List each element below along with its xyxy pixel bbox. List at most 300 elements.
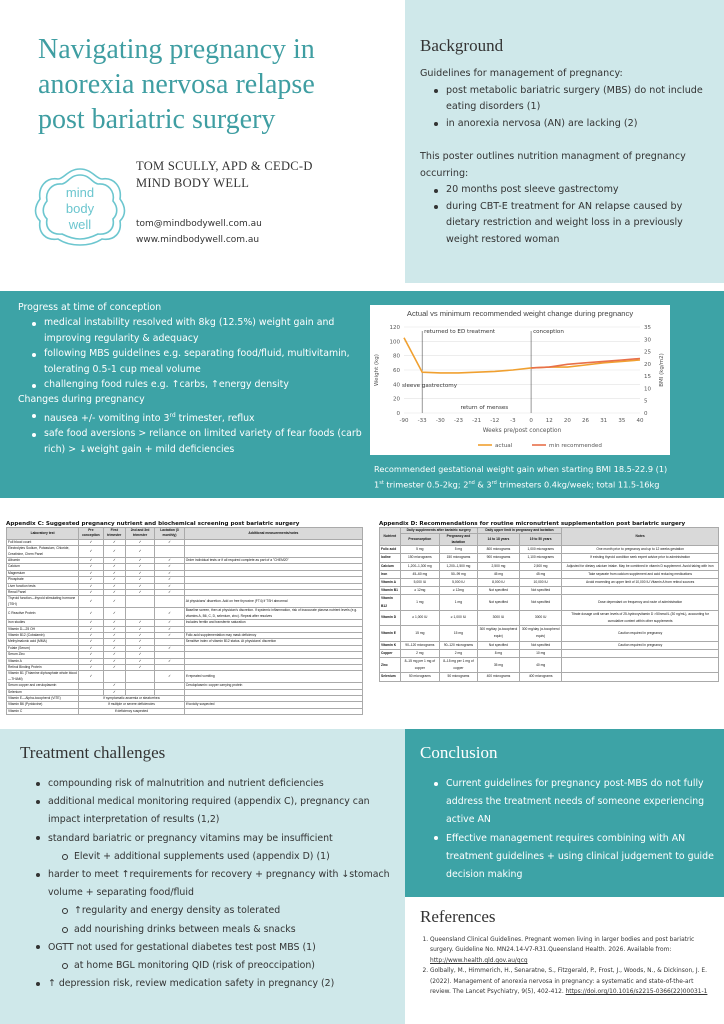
table-cell: 2 mg bbox=[400, 649, 439, 657]
table-cell: Avoid exceeding an upper limit of 10,000 IU Vitamin A from retinol sources bbox=[562, 579, 719, 587]
table-cell: ✓ bbox=[155, 658, 184, 664]
series-line-1 bbox=[531, 359, 640, 368]
table-cell: Iodine bbox=[380, 554, 401, 562]
y-axis-label: Weight (kg) bbox=[374, 354, 380, 386]
table-cell: ✓ bbox=[103, 539, 125, 545]
table-cell: 90–120 micrograms bbox=[440, 641, 478, 649]
table-cell: Full blood count bbox=[7, 539, 79, 545]
table-cell: 300 mg/day (α-tocopherol equiv) bbox=[477, 626, 519, 641]
table-cell bbox=[562, 649, 719, 657]
table-cell bbox=[562, 587, 719, 595]
y2-tick-label: 30 bbox=[644, 337, 651, 344]
treatment-bullet: OGTT not used for gestational diabetes test post MBS (1) at home BGL monitoring QID (risk of preoccipation) bbox=[36, 939, 402, 975]
table-cell: 800 micrograms bbox=[477, 546, 519, 554]
x-tick-label: 31 bbox=[600, 418, 608, 424]
table-cell: ✓ bbox=[125, 620, 154, 626]
x-tick-label: -30 bbox=[435, 418, 445, 424]
logo-word-well: well bbox=[68, 217, 92, 232]
table-cell: ✓ bbox=[79, 632, 104, 638]
table-cell: ✓ bbox=[79, 671, 104, 683]
table-cell: ✓ bbox=[155, 632, 184, 638]
references-body bbox=[420, 935, 712, 997]
y-tick-label: 20 bbox=[393, 396, 400, 403]
table-cell: ≥ 1,000 IU bbox=[440, 610, 478, 625]
table-cell: Calcium bbox=[380, 562, 401, 570]
table-cell: 40 mg bbox=[520, 658, 562, 673]
table-cell: Includes ferritin and transferrin saturation bbox=[184, 620, 362, 626]
table-cell: 8,000 IU bbox=[477, 579, 519, 587]
table-cell: ✓ bbox=[155, 570, 184, 576]
table-cell: ✓ bbox=[155, 608, 184, 620]
table-cell: Vitamin E bbox=[380, 626, 401, 641]
table-cell bbox=[125, 596, 154, 608]
table-cell: 50–99 mg bbox=[440, 570, 478, 578]
x-tick-label: 26 bbox=[582, 418, 590, 424]
column-header: Daily upper limit in pregnancy and lactation bbox=[477, 528, 561, 534]
table-cell: 5 mg bbox=[400, 546, 439, 554]
table-cell: Iron studies bbox=[7, 620, 79, 626]
weight-chart-svg bbox=[370, 305, 670, 455]
table-cell: ✓ bbox=[125, 639, 154, 645]
conclusion-heading: Conclusion bbox=[420, 743, 498, 762]
table-cell: ✓ bbox=[103, 546, 125, 558]
table-cell bbox=[184, 708, 362, 714]
table-cell: Not specified bbox=[520, 587, 562, 595]
table-cell bbox=[125, 671, 154, 683]
table-cell: Methylmalonic acid (MMA) bbox=[7, 639, 79, 645]
table-cell: Retinol Binding Protein bbox=[7, 664, 79, 670]
column-header: Daily supplements after bariatric surgery bbox=[400, 528, 477, 534]
table-cell: ✓ bbox=[103, 689, 125, 695]
table-cell: ✓ bbox=[79, 590, 104, 596]
table-cell: Not specified bbox=[477, 587, 519, 595]
table-cell: Vitamin A bbox=[380, 579, 401, 587]
table-cell: 50 micrograms bbox=[400, 673, 439, 681]
appendix-d bbox=[379, 521, 719, 682]
y-tick-label: 100 bbox=[389, 339, 400, 346]
table-cell: 5 mg bbox=[440, 546, 478, 554]
logo-word-mind: mind bbox=[65, 185, 95, 200]
table-cell: ✓ bbox=[103, 570, 125, 576]
logo-word-body: body bbox=[65, 201, 95, 216]
background-bullet: post metabolic bariatric surgery (MBS) do not include eating disorders (1) bbox=[434, 83, 715, 116]
weight-chart bbox=[370, 305, 670, 455]
table-cell: Vitamin E—Alpha-tocopherol (VITE) bbox=[7, 695, 79, 701]
progress-section bbox=[18, 300, 363, 457]
table-row bbox=[380, 562, 719, 570]
reference-item: 1. Queensland Clinical Guidelines. Pregnant women living in larger bodies and post bariatric surgery. Guideline No. MN24.14-V7-R31.Queensland Health. 2026. Available from: http://www.health.qld.gov.au/qcg bbox=[430, 935, 712, 966]
table-cell: ✓ bbox=[125, 558, 154, 564]
chart-title: Actual vs minimum recommended weight change during pregnancy bbox=[406, 309, 634, 318]
x-tick-label: 35 bbox=[618, 418, 626, 424]
column-subheader: Preconception bbox=[400, 534, 439, 546]
table-cell: 45 mg bbox=[520, 570, 562, 578]
table-cell: Not specified bbox=[477, 641, 519, 649]
table-row bbox=[7, 671, 363, 683]
table-cell: 8–15 mg per 1 mg of copper bbox=[440, 658, 478, 673]
series-line-0 bbox=[404, 338, 640, 373]
table-cell: ✓ bbox=[125, 652, 154, 658]
table-cell: Not specified bbox=[520, 595, 562, 610]
table-cell: 5,000 IU bbox=[400, 579, 439, 587]
author-block bbox=[136, 158, 313, 192]
progress-bullet: following MBS guidelines e.g. separating food/fluid, multivitamin, tolerating 0.5-1 cup meal volume bbox=[32, 346, 363, 377]
conclusion-body bbox=[420, 775, 715, 884]
table-header-row bbox=[380, 528, 719, 534]
table-cell: ✓ bbox=[103, 577, 125, 583]
table-cell: ✓ bbox=[155, 671, 184, 683]
table-cell: 3000 IU bbox=[520, 610, 562, 625]
table-cell: ✓ bbox=[79, 583, 104, 589]
reference-link[interactable]: http://www.health.qld.gov.au/qcg bbox=[430, 957, 528, 964]
table-cell bbox=[562, 673, 719, 681]
table-cell: Vitamin A bbox=[7, 658, 79, 664]
table-cell: Vitamin B12 (Cobalamin) bbox=[7, 632, 79, 638]
appendix-c bbox=[6, 521, 363, 715]
table-cell: Vitamin D—25 OH bbox=[7, 626, 79, 632]
gw-line2: 1st trimester 0.5-2kg; 2nd & 3rd trimesters 0.4kg/week; total 11.5-16kg bbox=[374, 479, 660, 490]
table-cell: Dose dependant on frequency and route of administration bbox=[562, 595, 719, 610]
table-cell: ✓ bbox=[125, 583, 154, 589]
x-axis-label: Weeks pre/post conception bbox=[482, 428, 562, 434]
treatment-subbullet: ↑regularity and energy density as tolerated bbox=[62, 902, 402, 920]
column-subheader: 19 to 50 years bbox=[520, 534, 562, 546]
table-cell: ✓ bbox=[125, 645, 154, 651]
table-cell bbox=[184, 546, 362, 558]
table-cell: Magnesium bbox=[7, 570, 79, 576]
table-cell: ✓ bbox=[125, 590, 154, 596]
y2-tick-label: 25 bbox=[644, 349, 651, 356]
conclusion-bullet: Current guidelines for pregnancy post-MBS do not fully address the treatment needs of someone experiencing active AN bbox=[434, 775, 715, 830]
table-cell: 400 micrograms bbox=[477, 673, 519, 681]
table-cell: Order individual tests or if all required complete as part of a "CHEM20" bbox=[184, 558, 362, 564]
email-link[interactable]: tom@mindbodywell.com.au bbox=[136, 219, 262, 229]
treatment-bullet: harder to meet ↑requirements for recovery + pregnancy with ↓stomach volume + separating food/fluid ↑regularity and energy density as tolerated add nourishing drinks between meals & snacks bbox=[36, 866, 402, 939]
table-cell: 150 micrograms bbox=[440, 554, 478, 562]
y2-tick-label: 15 bbox=[644, 374, 651, 381]
table-cell: Liver function tests bbox=[7, 583, 79, 589]
table-cell: 2 mg bbox=[440, 649, 478, 657]
background-body bbox=[420, 66, 715, 248]
table-cell: Iron bbox=[380, 570, 401, 578]
table-cell: 45–60 mg bbox=[400, 570, 439, 578]
y2-tick-label: 35 bbox=[644, 325, 651, 331]
table-cell: If multiple or severe deficiencies bbox=[79, 702, 185, 708]
x-tick-label: 0 bbox=[529, 418, 533, 424]
table-cell: Vitamin B6 (Pyridoxine) bbox=[7, 702, 79, 708]
legend-label: min recommended bbox=[549, 443, 602, 449]
poster-title: Navigating pregnancy in anorexia nervosa relapse post bariatric surgery bbox=[38, 34, 315, 135]
column-header: Lactation (3 monthly) bbox=[155, 528, 184, 540]
treatment-body bbox=[22, 775, 402, 993]
table-cell: ✓ bbox=[155, 620, 184, 626]
table-cell: ✓ bbox=[155, 539, 184, 545]
treatment-bullet: ↑ depression risk, review medication safety in pregnancy (2) bbox=[36, 975, 402, 993]
table-cell: Sensitive index of vitamin B12 status. At physicians' discretion bbox=[184, 639, 362, 645]
y-tick-label: 40 bbox=[393, 382, 400, 389]
column-header: Pre conception bbox=[79, 528, 104, 540]
table-cell: 300 mg/day (α-tocopherol equiv) bbox=[520, 626, 562, 641]
table-cell: ✓ bbox=[79, 620, 104, 626]
table-cell: 10 mg bbox=[520, 649, 562, 657]
table-cell bbox=[155, 546, 184, 558]
x-tick-label: 20 bbox=[563, 418, 571, 424]
table-cell: 2,500 mg bbox=[520, 562, 562, 570]
table-cell: ✓ bbox=[125, 564, 154, 570]
table-cell: ✓ bbox=[103, 652, 125, 658]
table-cell: Vitamin B12 bbox=[380, 595, 401, 610]
column-header: Laboratory test bbox=[7, 528, 79, 540]
gestational-gain-text bbox=[374, 463, 667, 492]
table-cell: Folate (Serum) bbox=[7, 645, 79, 651]
table-cell: ✓ bbox=[103, 626, 125, 632]
outline-bullet: during CBT-E treatment for AN relapse caused by dietary restriction and weight loss in a previously weight restored woman bbox=[434, 199, 715, 249]
table-cell: At physicians' discretion. Add on free thyroxine (FT4) if TSH abnormal bbox=[184, 596, 362, 608]
annotation-label: sleeve gastrectomy bbox=[402, 383, 458, 389]
table-cell: Phosphate bbox=[7, 577, 79, 583]
website-link[interactable]: www.mindbodywell.com.au bbox=[136, 235, 260, 245]
table-cell: Vitamin B1 bbox=[380, 587, 401, 595]
table-row bbox=[380, 570, 719, 578]
table-cell: 15 mg bbox=[440, 626, 478, 641]
table-cell: ✓ bbox=[103, 683, 125, 689]
column-header: Additional measurements/notes bbox=[184, 528, 362, 540]
x-tick-label: -33 bbox=[417, 418, 427, 424]
table-cell: 3000 IU bbox=[477, 610, 519, 625]
y2-tick-label: 5 bbox=[644, 398, 648, 405]
table-cell: 1 mg bbox=[400, 595, 439, 610]
table-cell: Baseline screen, then at physician's discretion. If systemic inflammation, risk of inaccurate plasma nutrient levels (e.g. vitamins A, B6, C, D, selenium, zinc). Repeat after resolves bbox=[184, 608, 362, 620]
table-cell: 1,200–1,300 mg bbox=[400, 562, 439, 570]
table-cell: 50 micrograms bbox=[440, 673, 478, 681]
conclusion-bullet: Effective management requires combining with AN treatment guidelines + using clinical judgement to guide decision making bbox=[434, 830, 715, 885]
table-cell: ✓ bbox=[79, 626, 104, 632]
table-cell: ✓ bbox=[103, 583, 125, 589]
table-cell: Vitamin B1 (Thiamine diphosphate whole blood—THIAM) bbox=[8, 671, 77, 681]
legend-label: actual bbox=[495, 443, 513, 449]
column-subheader: Pregnancy and lactation bbox=[440, 534, 478, 546]
background-heading: Background bbox=[420, 36, 504, 55]
x-tick-label: 12 bbox=[545, 418, 553, 424]
column-header: Notes bbox=[562, 528, 719, 546]
x-tick-label: -90 bbox=[399, 418, 409, 424]
table-cell: ✓ bbox=[79, 558, 104, 564]
table-cell: ✓ bbox=[125, 626, 154, 632]
x-tick-label: -3 bbox=[510, 418, 516, 424]
table-cell: ✓ bbox=[125, 577, 154, 583]
table-cell: ✓ bbox=[103, 596, 125, 608]
y-tick-label: 120 bbox=[389, 325, 400, 331]
table-cell: ✓ bbox=[79, 639, 104, 645]
table-cell: ✓ bbox=[79, 570, 104, 576]
table-cell: Copper bbox=[380, 649, 401, 657]
treatment-bullet: standard bariatric or pregnancy vitamins may be insufficient Elevit + additional supplements used (appendix D) (1) bbox=[36, 830, 402, 866]
table-cell: Zinc bbox=[380, 658, 401, 673]
table-cell: ✓ bbox=[125, 664, 154, 670]
table-row bbox=[380, 658, 719, 673]
org-line: MIND BODY WELL bbox=[136, 176, 250, 190]
table-cell: ✓ bbox=[103, 608, 125, 620]
x-tick-label: -12 bbox=[490, 418, 500, 424]
table-cell: ✓ bbox=[79, 658, 104, 664]
table-cell: ≥ 1,000 IU bbox=[400, 610, 439, 625]
y-tick-label: 0 bbox=[396, 411, 400, 417]
table-row bbox=[380, 595, 719, 610]
treatment-subbullet: at home BGL monitoring QID (risk of preoccipation) bbox=[62, 957, 402, 975]
table-cell: ✓ bbox=[79, 539, 104, 545]
table-cell: 90–120 micrograms bbox=[400, 641, 439, 649]
table-cell: Take separate from calcium supplement and acid reducing medications bbox=[562, 570, 719, 578]
table-cell: ✓ bbox=[125, 658, 154, 664]
progress-heading: Progress at time of conception bbox=[18, 302, 162, 313]
column-subheader: 14 to 18 years bbox=[477, 534, 519, 546]
treatment-bullet: additional medical monitoring required (appendix C), pregnancy can impact interpretation of results (1,2) bbox=[36, 793, 402, 829]
table-cell: ✓ bbox=[79, 645, 104, 651]
x-tick-label: -21 bbox=[472, 418, 482, 424]
table-cell: ✓ bbox=[155, 626, 184, 632]
table-cell: ✓ bbox=[79, 596, 104, 608]
changes-heading: Changes during pregnancy bbox=[18, 394, 145, 406]
table-cell: ✓ bbox=[125, 539, 154, 545]
table-cell: ✓ bbox=[103, 639, 125, 645]
mind-body-well-logo bbox=[30, 165, 130, 247]
table-cell: ✓ bbox=[125, 632, 154, 638]
table-cell: ≥ 12mg bbox=[440, 587, 478, 595]
table-cell: ✓ bbox=[155, 564, 184, 570]
appendix-c-table bbox=[6, 527, 363, 715]
x-tick-label: -23 bbox=[453, 418, 463, 424]
table-cell: One month prior to pregnancy and up to 12 weeks gestation bbox=[562, 546, 719, 554]
table-cell: ✓ bbox=[103, 558, 125, 564]
table-row bbox=[380, 610, 719, 625]
background-outline: This poster outlines nutrition managment of pregnancy occurring: bbox=[420, 151, 686, 179]
table-cell: ✓ bbox=[155, 577, 184, 583]
table-cell: Albumin bbox=[7, 558, 79, 564]
table-cell: Renal Panel bbox=[7, 590, 79, 596]
changes-bullet: nausea +/- vomiting into 3rd trimester, reflux bbox=[32, 408, 363, 427]
table-cell: 150 micrograms bbox=[400, 554, 439, 562]
background-intro: Guidelines for management of pregnancy: bbox=[420, 68, 623, 79]
table-cell: 400 micrograms bbox=[520, 673, 562, 681]
table-cell: ✓ bbox=[155, 583, 184, 589]
table-cell bbox=[125, 608, 154, 620]
progress-bullet: challenging food rules e.g. ↑carbs, ↑energy density bbox=[32, 377, 363, 392]
table-cell: 1,200–1,500 mg bbox=[440, 562, 478, 570]
table-cell: Electrolytes Sodium, Potassium, Chloride, Creatinine, Chem Panel bbox=[7, 546, 79, 558]
y2-tick-label: 10 bbox=[644, 386, 651, 393]
y2-tick-label: 0 bbox=[644, 411, 648, 417]
table-cell: If deficiency suspected bbox=[79, 708, 185, 714]
reference-link[interactable]: https://doi.org/10.1016/s2215-0366(22)00031-1 bbox=[565, 989, 708, 996]
table-cell: ✓ bbox=[103, 620, 125, 626]
table-row bbox=[380, 626, 719, 641]
table-cell: ✓ bbox=[79, 564, 104, 570]
table-cell: ✓ bbox=[79, 577, 104, 583]
table-cell: Ceruloplasmin: copper carrying protein bbox=[184, 683, 362, 689]
table-cell: ✓ bbox=[79, 652, 104, 658]
references-heading: References bbox=[420, 907, 496, 926]
column-header: Nutrient bbox=[380, 528, 401, 546]
table-cell: Adjusted for dietary calcium intake. May be combined in vitamin D supplement. Avoid taking with iron bbox=[562, 562, 719, 570]
table-cell: 1,100 micrograms bbox=[520, 554, 562, 562]
table-cell: Thyroid function—thyroid stimulating hormone (TSH) bbox=[7, 596, 79, 608]
table-cell: 45 mg bbox=[477, 570, 519, 578]
table-cell: Calcium bbox=[7, 564, 79, 570]
contact-block bbox=[136, 216, 262, 248]
table-cell: Selenium bbox=[7, 689, 79, 695]
table-row bbox=[7, 608, 363, 620]
table-row bbox=[380, 546, 719, 554]
table-cell: ✓ bbox=[79, 608, 104, 620]
table-row bbox=[7, 546, 363, 558]
table-cell: 8 mg bbox=[477, 649, 519, 657]
progress-bullet: medical instability resolved with 8kg (12.5%) weight gain and improving regularity & adequacy bbox=[32, 315, 363, 346]
table-cell: Folic acid bbox=[380, 546, 401, 554]
table-row bbox=[380, 673, 719, 681]
table-cell: 15 mg bbox=[400, 626, 439, 641]
table-row bbox=[7, 596, 363, 608]
background-bullet: in anorexia nervosa (AN) are lacking (2) bbox=[434, 116, 715, 133]
annotation-label: conception bbox=[533, 329, 564, 335]
table-cell: Serum Zinc bbox=[7, 652, 79, 658]
table-cell: Vitamin C bbox=[7, 708, 79, 714]
outline-bullet: 20 months post sleeve gastrectomy bbox=[434, 182, 715, 199]
table-cell: Not specified bbox=[520, 641, 562, 649]
table-cell: If symptomatic anaemia or steatorrhea bbox=[79, 695, 185, 701]
table-cell: ✓ bbox=[103, 645, 125, 651]
table-cell: ≥ 12mg bbox=[400, 587, 439, 595]
table-cell: ✓ bbox=[125, 570, 154, 576]
annotation-label: return of menses bbox=[460, 405, 509, 411]
table-row bbox=[380, 554, 719, 562]
annotation-label: returned to ED treatment bbox=[424, 329, 496, 335]
column-header: 2nd and 3rd trimester bbox=[125, 528, 154, 540]
table-cell: ✓ bbox=[155, 645, 184, 651]
table-cell bbox=[103, 671, 125, 683]
table-cell: Serum copper and ceruloplasmin bbox=[7, 683, 79, 689]
table-cell: If repeated vomiting bbox=[184, 671, 362, 683]
appendix-d-table bbox=[379, 527, 719, 682]
table-cell: ✓ bbox=[103, 658, 125, 664]
table-cell: Folic acid supplementation may mask deficiency bbox=[184, 632, 362, 638]
changes-bullet: safe food aversions > reliance on limited variety of fear foods (carb rich) > ↓weight gain + mild deficiencies bbox=[32, 426, 363, 457]
table-row bbox=[380, 587, 719, 595]
table-cell: Caution required in pregnancy bbox=[562, 626, 719, 641]
table-row bbox=[7, 708, 363, 714]
x-tick-label: 40 bbox=[636, 418, 644, 424]
table-cell: Vitamin D bbox=[380, 610, 401, 625]
table-cell: 8–15 mg per 1 mg of copper bbox=[400, 658, 439, 673]
table-cell: ✓ bbox=[155, 558, 184, 564]
table-cell: 2,500 mg bbox=[477, 562, 519, 570]
table-row bbox=[380, 579, 719, 587]
y2-tick-label: 20 bbox=[644, 361, 651, 368]
table-cell: If existing thyroid condition seek expert advice prior to administration bbox=[562, 554, 719, 562]
y-tick-label: 80 bbox=[393, 353, 400, 360]
table-cell: ✓ bbox=[79, 664, 104, 670]
table-cell: Not specified bbox=[477, 595, 519, 610]
reference-item: 2. Golbally, M., Himmerich, H., Senaratne, S., Fitzgerald, P., Frost, J., Woods, N., & Dickinson, J. E. (2022). Management of anorexia nervosa in pregnancy: a systematic and state-of-the-art review. The Lancet Psychiatry, 9(5), 402-412. https://doi.org/10.1016/s2215-0366(22)00031-1 bbox=[430, 966, 712, 997]
table-cell: 1 mg bbox=[440, 595, 478, 610]
table-cell: ✓ bbox=[125, 546, 154, 558]
table-cell: 5,000 IU bbox=[440, 579, 478, 587]
table-cell bbox=[562, 658, 719, 673]
table-cell: 10,000 IU bbox=[520, 579, 562, 587]
table-cell: If toxicity suspected bbox=[184, 702, 362, 708]
y-tick-label: 60 bbox=[393, 368, 400, 374]
y2-axis-label: BMI (kg/m2) bbox=[659, 353, 665, 387]
treatment-heading: Treatment challenges bbox=[20, 743, 166, 762]
